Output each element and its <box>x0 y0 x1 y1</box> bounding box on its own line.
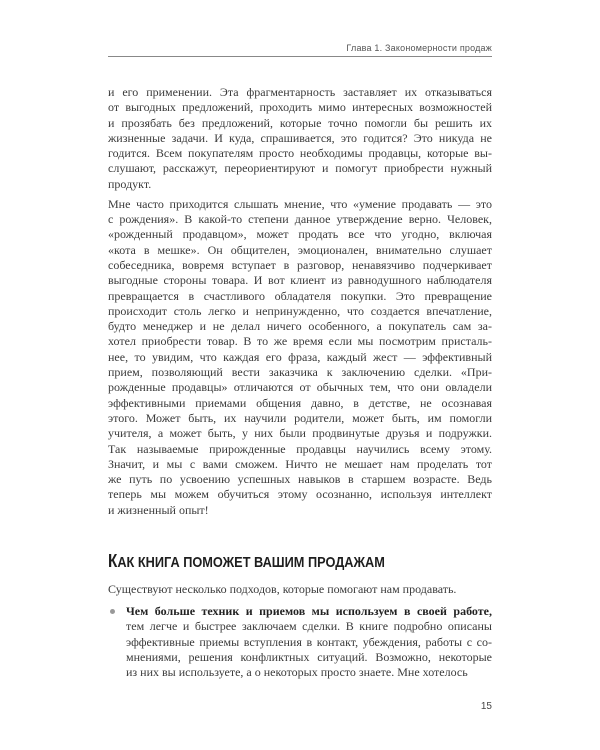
paragraph <box>108 197 492 518</box>
section-heading <box>108 550 385 572</box>
paragraph <box>108 85 492 192</box>
bullet-dot-icon <box>110 609 115 614</box>
text-line: Значит, и мы с вами сможем. Ничто не мешает нам проделать тот <box>108 456 492 471</box>
text-line: происходит столь легко и непринужденно, что создается впечатление, <box>108 303 492 318</box>
text-line: же путь по усвоению успешных навыков в старшем возрасте. Ведь <box>108 472 492 487</box>
text-line: рожденные продавцы» отличаются от обычных тем, что они овладели <box>108 380 492 395</box>
text-line: продукт. <box>108 176 152 191</box>
text-line: собеседника, вовремя вступает в разговор, ненавязчиво подчеркивает <box>108 257 492 272</box>
bullet-item <box>108 604 492 680</box>
running-head: Глава 1. Закономерности продаж <box>346 43 492 53</box>
text-line: хотел приобрести товар. В то же время если мы посмотрим присталь- <box>108 334 492 349</box>
header-rule <box>108 56 492 57</box>
page-number: 15 <box>480 701 492 712</box>
bold-lead: Чем больше техник и приемов мы используем в своей работе, <box>126 604 492 618</box>
text-line: слушают, расскажут, переориентируют и помогут приобрести нужный <box>108 161 492 176</box>
text-line: Так называемые прирожденные продавцы научились всему этому. <box>108 441 492 456</box>
bullet-text <box>126 604 492 680</box>
text-line: тем легче и быстрее заключаем сделки. В книге подробно описаны <box>126 619 492 634</box>
text-line: из них вы используете, а о некоторых просто знаете. Мне хотелось <box>126 665 468 680</box>
text-line: нее, то увидим, что каждая его фраза, каждый жест — эффективный <box>108 349 492 364</box>
text-line: мнениями, решения конфликтных ситуаций. Возможно, некоторые <box>126 649 492 664</box>
text-line: превращается в счастливого обладателя покупки. Это превращение <box>108 288 492 303</box>
text-line: и прозябать без предложений, которые точно помогли бы решить их <box>108 115 492 130</box>
text-line: и его применении. Эта фрагментарность заставляет их отказываться <box>108 85 492 99</box>
text-line: выгодные стороны товара. И вот клиент из равнодушного наблюдателя <box>108 273 492 288</box>
text-line: жизненные задачи. И куда, спрашивается, это годится? Это никуда не <box>108 130 492 145</box>
text-line: от выгодных предложений, проходить мимо интересных возможностей <box>108 100 492 115</box>
body-text <box>108 85 492 523</box>
text-line: будто менеджер и не делал ничего особенного, а покупатель сам за- <box>108 319 492 334</box>
text-line: годится. Всем покупателям просто необходимы продавцы, которые вы- <box>108 146 492 161</box>
text-line: учителя, а может быть, у них были продвинутые друзья и подружки. <box>108 426 492 441</box>
text-line: «рожденный продавцом», может продать все что угодно, включая <box>108 227 492 242</box>
text-line: Существуют несколько подходов, которые помогают нам продавать. <box>108 582 457 596</box>
text-line: и жизненный опыт! <box>108 502 209 517</box>
text-line: эффективными приемами общения давно, в детстве, не осознавая <box>108 395 492 410</box>
text-line: с рождения». В какой-то степени данное утверждение верно. Человек, <box>108 212 492 227</box>
text-line-bold <box>126 604 492 619</box>
text-line: Мне часто приходится слышать мнение, что «умение продавать — это <box>108 196 492 211</box>
text-line: теперь мы можем обучиться этому осознанно, используя интеллект <box>108 487 492 502</box>
heading-initial: К <box>108 551 118 571</box>
text-line: «кота в мешке». Он общителен, эмоционален, внимательно слушает <box>108 242 492 257</box>
intro-paragraph <box>108 582 492 597</box>
text-line: этого. Может быть, их научили родители, может быть, им помогли <box>108 410 492 425</box>
heading-rest: АК КНИГА ПОМОЖЕТ ВАШИМ ПРОДАЖАМ <box>117 554 385 571</box>
text-line: прием, позволяющий вести заказчика к заключению сделки. «При- <box>108 365 492 380</box>
text-line: эффективные приемы вступления в контакт, убеждения, работы с со- <box>126 634 492 649</box>
